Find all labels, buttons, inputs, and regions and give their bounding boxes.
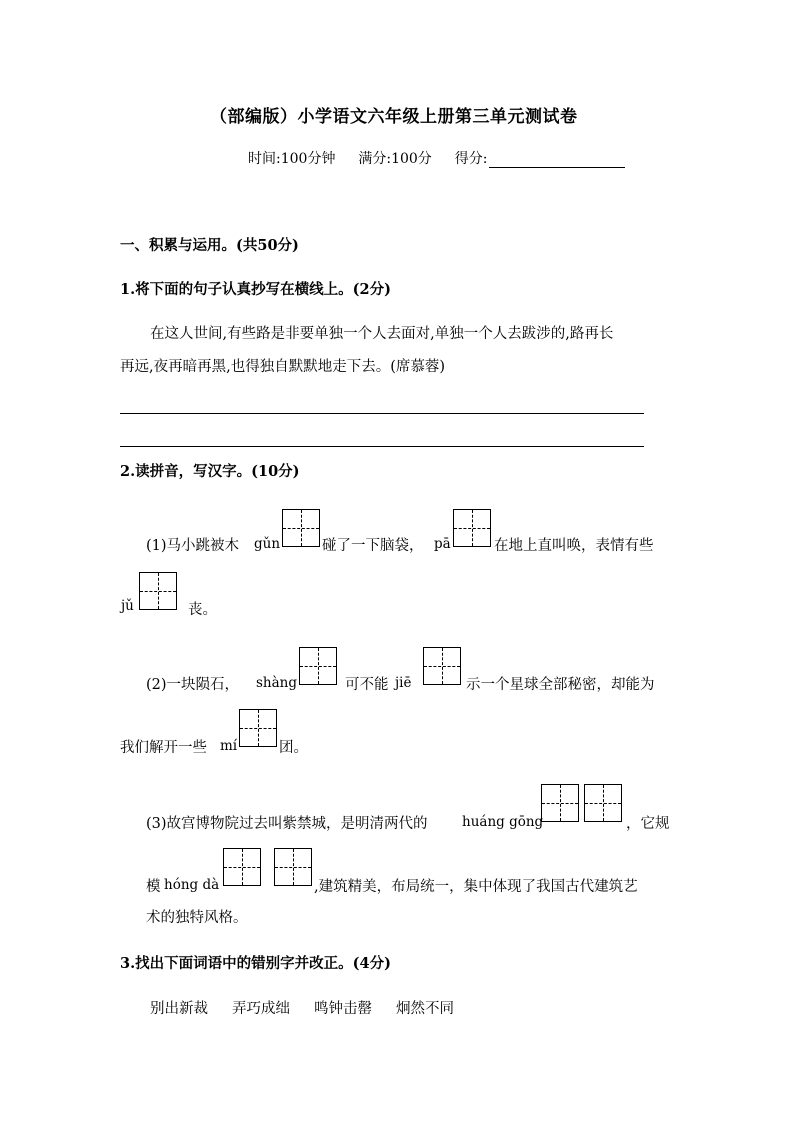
answer-line-1[interactable]: [120, 413, 644, 414]
q2-item1-text-c: 在地上直叫唤，表情有些: [494, 538, 654, 554]
pinyin-jie: jiē: [395, 675, 412, 691]
q2-item2-text-d: 我们解开一些: [120, 740, 207, 756]
tianzige-box[interactable]: [223, 848, 261, 886]
q2-item2-text-c: 示一个星球全部秘密，却能为: [466, 677, 655, 693]
q2-item1-text-d: 丧。: [188, 602, 217, 618]
tianzige-box[interactable]: [274, 848, 312, 886]
q2-item1-text-a: (1)马小跳被木: [146, 538, 240, 554]
exam-meta: [248, 148, 625, 168]
pinyin-huanggong: huáng gōng: [462, 814, 544, 830]
tianzige-box[interactable]: [541, 784, 579, 822]
tianzige-box[interactable]: [239, 709, 277, 747]
score-blank-line[interactable]: [489, 153, 625, 168]
word-item: 炯然不同: [396, 1001, 454, 1017]
q2-item3-text-e: 术的独特风格。: [146, 910, 248, 926]
section-heading: 一、积累与运用。(共50分): [120, 237, 299, 254]
q2-item1-text-b: 碰了一下脑袋，: [322, 538, 424, 554]
copy-sentence-line-1: 在这人世间,有些路是非要单独一个人去面对,单独一个人去跋涉的,路再长: [150, 326, 614, 342]
q2-item3-text-a: (3)故宫博物院过去叫紫禁城，是明清两代的: [146, 816, 428, 832]
pinyin-gun: gǔn: [254, 536, 281, 552]
pinyin-shang: shàng: [256, 675, 298, 691]
page-title: （部编版）小学语文六年级上册第三单元测试卷: [210, 107, 578, 127]
tianzige-box[interactable]: [299, 647, 337, 685]
copy-sentence-line-2: 再远,夜再暗再黑,也得独自默默地走下去。(席慕蓉): [120, 359, 446, 375]
tianzige-box[interactable]: [423, 647, 461, 685]
q2-item2-text-b: 可不能: [345, 677, 389, 693]
q2-item3-text-b: ，它规: [626, 816, 670, 832]
q2-item2-text-e: 团。: [279, 740, 308, 756]
q2-item3-text-d: ,建筑精美，布局统一，集中体现了我国古代建筑艺: [314, 879, 638, 895]
answer-line-2[interactable]: [120, 446, 644, 447]
question-3-heading: 3.找出下面词语中的错别字并改正。(4分): [120, 955, 391, 972]
tianzige-box[interactable]: [282, 509, 320, 547]
question-2-heading: 2.读拼音，写汉字。(10分): [120, 463, 300, 480]
word-item: 鸣钟击罄: [314, 1001, 372, 1017]
pinyin-mi: mí: [220, 738, 238, 754]
question-1-heading: 1.将下面的句子认真抄写在横线上。(2分): [120, 281, 391, 298]
tianzige-box[interactable]: [453, 509, 491, 547]
full-score-label: 满分:100分: [358, 151, 432, 167]
tianzige-box[interactable]: [584, 784, 622, 822]
word-list: [150, 997, 478, 1018]
pinyin-pa: pā: [434, 536, 451, 552]
word-item: 弄巧成绌: [232, 1001, 290, 1017]
pinyin-hongda: hóng dà: [164, 877, 220, 893]
q2-item2-text-a: (2)一块陨石，: [146, 677, 240, 693]
tianzige-box[interactable]: [139, 572, 177, 610]
time-label: 时间:100分钟: [248, 151, 336, 167]
word-item: 别出新裁: [150, 1001, 208, 1017]
pinyin-ju: jǔ: [121, 598, 134, 614]
score-label: 得分:: [454, 151, 488, 167]
q2-item3-text-c: 模: [146, 879, 161, 895]
